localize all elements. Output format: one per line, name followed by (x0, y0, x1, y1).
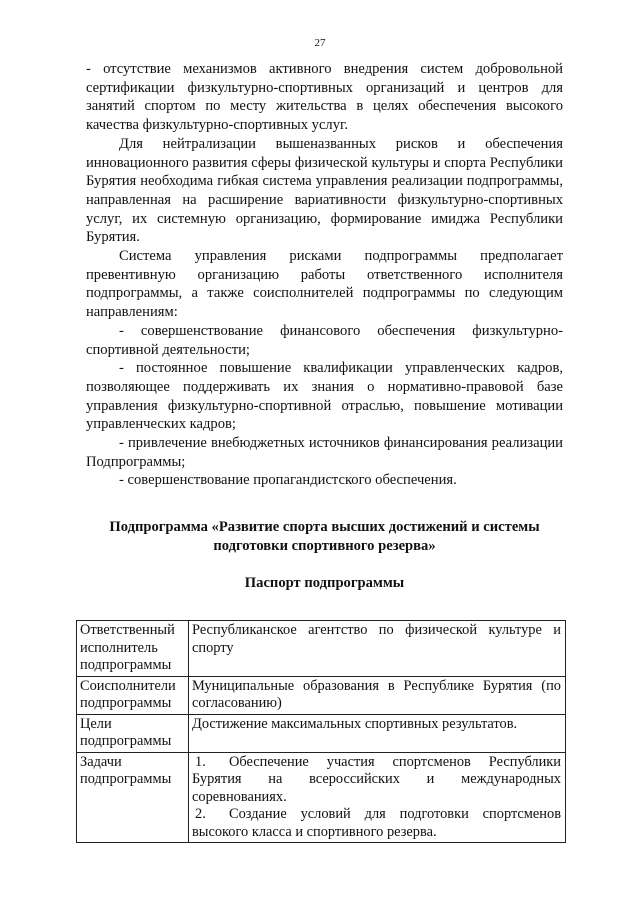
table-row (77, 621, 566, 677)
task-text: Создание условий для подготовки спортсменов высокого класса и спортивного резерва. (192, 806, 561, 840)
section-title: Подпрограмма «Развитие спорта высших достижений и системы подготовки спортивного резерва» (109, 519, 540, 554)
list-item: - постоянное повышение квалификации управленческих кадров, позволяющее поддерживать их знания о нормативно-правовой базе управления физкультурно-спортивной отраслью, повышение мотивации управленческих кадров; (86, 360, 563, 433)
list-item: - совершенствование пропагандистского обеспечения. (119, 472, 457, 489)
row-value (189, 752, 566, 843)
row-value: Достижение максимальных спортивных результатов. (189, 714, 566, 752)
table-row (77, 676, 566, 714)
row-value: Муниципальные образования в Республике Бурятия (по согласованию) (189, 676, 566, 714)
task-text: Обеспечение участия спортсменов Республики Бурятия на всероссийских и международных соревнованиях. (192, 753, 561, 805)
page-number: 27 (314, 37, 326, 49)
paragraph: Для нейтрализации вышеназванных рисков и обеспечения инновационного развития сферы физической культуры и спорта Республики Бурятия необходима гибкая система управления реализации подпрограммы, направленная на расширение вариативности физкультурно-спортивных услуг, их системную организацию, формирование имиджа Республики Бурятия. (86, 135, 563, 246)
table-row (77, 714, 566, 752)
row-label: Соисполнители подпрограммы (77, 676, 189, 714)
body-text (86, 60, 563, 490)
task-number: 2. (195, 806, 206, 822)
row-label: Цели подпрограммы (77, 714, 189, 752)
table-row (77, 752, 566, 843)
paragraph: - отсутствие механизмов активного внедрения систем добровольной сертификации физкультурно-спортивных организаций и центров для занятий спортом по месту жительства в целях обеспечения высокого качества физкультурно-спортивных услуг. (86, 61, 563, 134)
task-number: 1. (195, 753, 206, 770)
list-item: - привлечение внебюджетных источников финансирования реализации Подпрограммы; (86, 435, 563, 470)
list-item: - совершенствование финансового обеспечения физкультурно-спортивной деятельности; (86, 322, 563, 358)
task-item (192, 754, 561, 807)
passport-title: Паспорт подпрограммы (244, 575, 405, 591)
row-label: Ответственный исполнитель подпрограммы (77, 621, 189, 677)
paragraph: Система управления рисками подпрограммы предполагает превентивную организацию работы ответственного исполнителя подпрограммы, а также соисполнителей подпрограммы по следующим направлениям: (86, 248, 563, 321)
task-item (192, 806, 561, 841)
passport-table (76, 620, 566, 843)
row-value: Республиканское агентство по физической культуре и спорту (189, 621, 566, 677)
row-label: Задачи подпрограммы (77, 752, 189, 843)
